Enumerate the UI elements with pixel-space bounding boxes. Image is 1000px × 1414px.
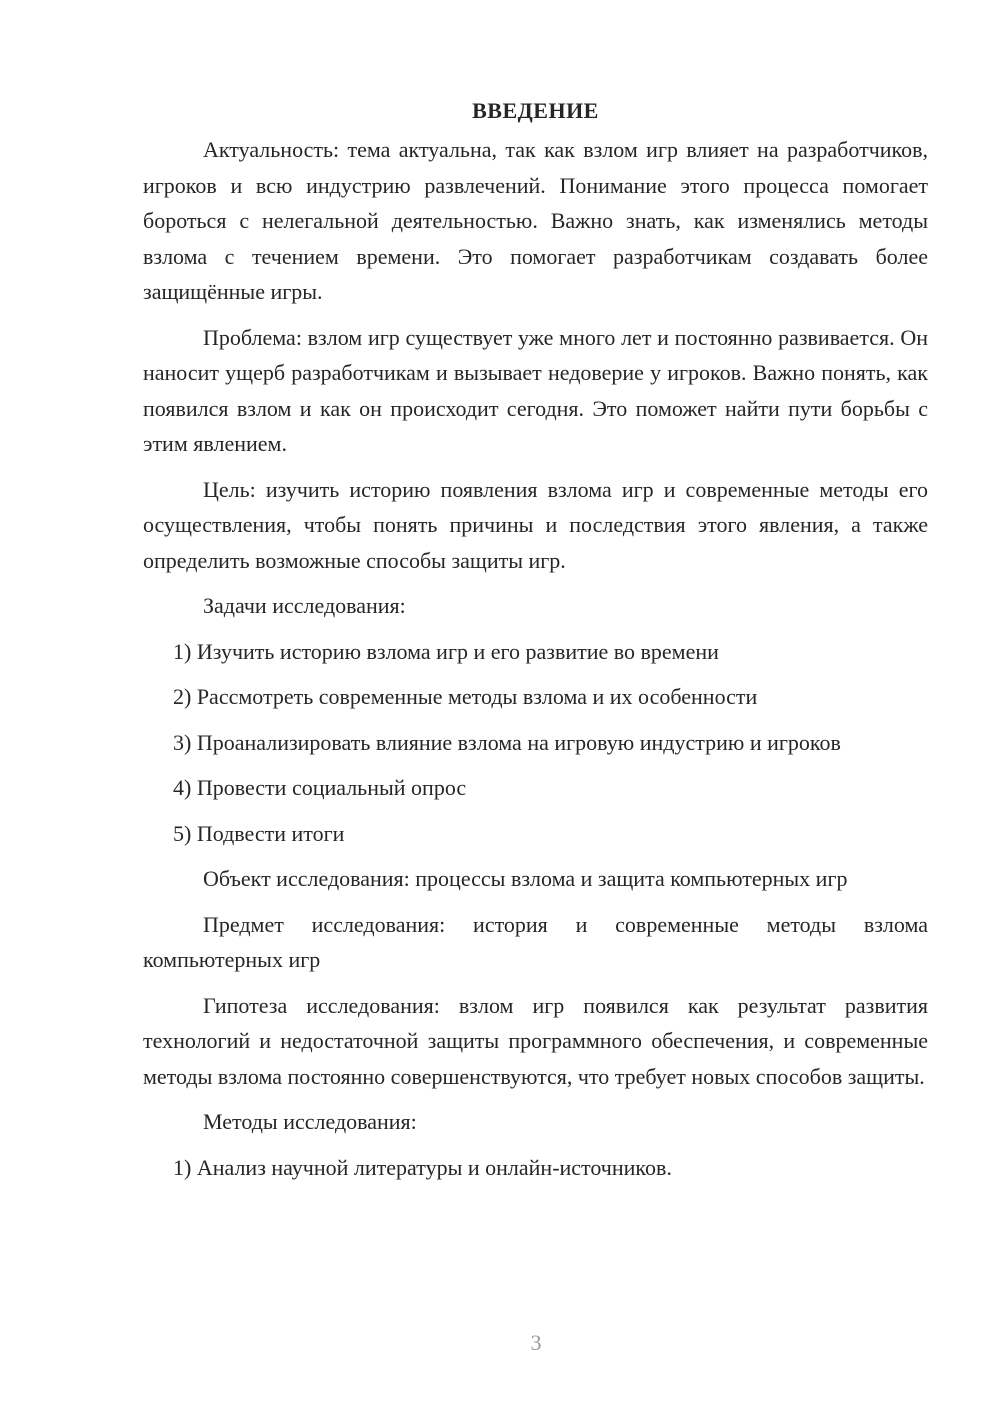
task-item: 4) Провести социальный опрос	[173, 775, 467, 800]
paragraph-goal: Цель: изучить историю появления взлома игр и современные методы его осуществления, чтобы понять причины и последствия этого явления, а также определить возможные способы защиты игр.	[143, 476, 928, 573]
task-item: 5) Подвести итоги	[173, 820, 345, 846]
task-item: 2) Рассмотреть современные методы взлома и их особенности	[173, 684, 758, 709]
section-title: ВВЕДЕНИЕ	[472, 98, 599, 123]
paragraph-hypothesis: Гипотеза исследования: взлом игр появился как результат развития технологий и недостаточной защиты программного обеспечения, и современные методы взлома постоянно совершенствуются, что требует новых способов защиты.	[143, 992, 928, 1089]
method-item: 1) Анализ научной литературы и онлайн-источников.	[173, 1154, 672, 1180]
methods-heading: Методы исследования:	[203, 1109, 417, 1134]
document-page	[143, 96, 928, 1195]
tasks-heading: Задачи исследования:	[203, 593, 406, 618]
task-item: 1) Изучить историю взлома игр и его развитие во времени	[173, 638, 719, 664]
task-item: 3) Проанализировать влияние взлома на игровую индустрию и игроков	[173, 729, 841, 755]
paragraph-subject: Предмет исследования: история и современные методы взлома компьютерных игр	[143, 911, 928, 972]
paragraph-object: Объект исследования: процессы взлома и защита компьютерных игр	[203, 866, 848, 891]
page-number: 3	[530, 1330, 542, 1355]
paragraph-relevance: Актуальность: тема актуальна, так как взлом игр влияет на разработчиков, игроков и всю индустрию развлечений. Понимание этого процесса помогает бороться с нелегальной деятельностью. Важно знать, как изменялись методы взлома с течением времени. Это помогает разработчикам создавать более защищённые игры.	[143, 137, 928, 304]
paragraph-problem: Проблема: взлом игр существует уже много лет и постоянно развивается. Он наносит ущерб разработчикам и вызывает недоверие у игроков. Важно понять, как появился взлом и как он происходит сегодня. Это поможет найти пути борьбы с этим явлением.	[143, 324, 928, 456]
